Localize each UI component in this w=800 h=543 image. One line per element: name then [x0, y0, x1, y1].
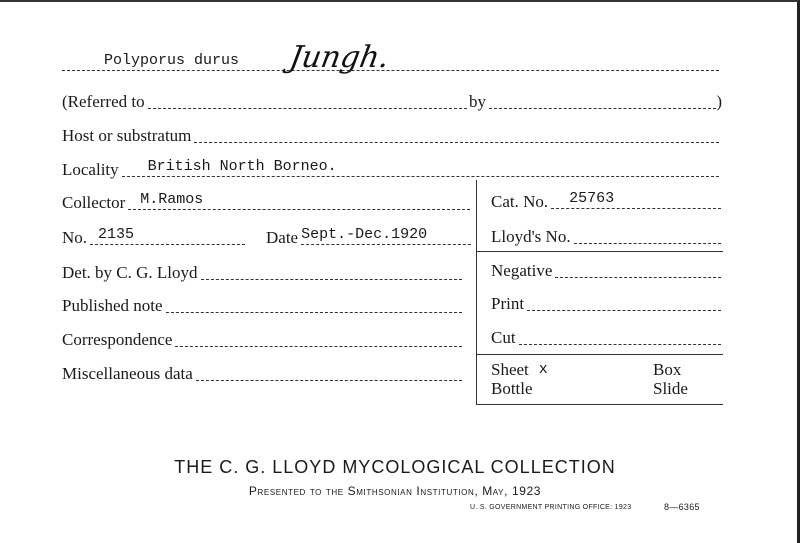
lloyds-no-line — [574, 229, 721, 244]
print-label: Print — [491, 294, 525, 313]
collector-label: Collector — [62, 193, 126, 212]
box-divider-1 — [477, 251, 723, 252]
by-label: by — [469, 92, 486, 111]
number-value: 2135 — [98, 226, 135, 243]
print-line — [527, 296, 721, 311]
correspondence-field — [62, 330, 462, 350]
locality-value: British North Borneo. — [147, 158, 337, 175]
correspondence-label: Correspondence — [62, 330, 173, 349]
referred-to-line — [148, 94, 467, 109]
locality-field — [62, 160, 719, 180]
sheet-label: Sheet x — [491, 360, 548, 379]
bottle-label: Bottle — [491, 379, 533, 398]
det-line — [201, 265, 462, 280]
host-line — [194, 128, 719, 143]
species-line — [62, 52, 719, 74]
presented-line: Presented to the Smithsonian Institution, May, 1923 — [248, 484, 542, 498]
number-line — [90, 226, 245, 245]
by-line — [489, 94, 716, 109]
print-field — [491, 294, 721, 314]
box-divider-2 — [477, 354, 723, 355]
misc-field — [62, 364, 462, 384]
referred-by-field — [467, 92, 722, 112]
det-field — [62, 263, 462, 283]
catalog-box — [476, 180, 723, 405]
cat-no-value: 25763 — [569, 190, 615, 207]
author-handwritten: Jungh. — [286, 40, 392, 75]
host-field — [62, 126, 719, 146]
collector-field — [62, 193, 470, 213]
misc-label: Miscellaneous data — [62, 364, 193, 383]
locality-label: Locality — [62, 160, 119, 179]
published-field — [62, 296, 462, 316]
sheet-mark: x — [538, 361, 548, 378]
cut-line — [519, 330, 721, 345]
det-label: Det. by C. G. Lloyd — [62, 263, 198, 282]
collector-value: M.Ramos — [140, 191, 204, 208]
referred-to-label: (Referred to — [62, 92, 145, 111]
form-code: 8—6365 — [664, 502, 700, 512]
misc-line — [196, 366, 462, 381]
number-label: No. — [62, 228, 88, 247]
cat-no-line — [551, 190, 721, 209]
date-field — [266, 228, 471, 248]
cut-field — [491, 328, 721, 348]
date-line — [301, 226, 471, 245]
cut-label: Cut — [491, 328, 516, 347]
published-label: Published note — [62, 296, 163, 315]
collection-title: THE C. G. LLOYD MYCOLOGICAL COLLECTION — [174, 457, 616, 477]
close-paren: ) — [716, 92, 722, 111]
slide-label: Slide — [653, 379, 688, 398]
referred-to-field — [62, 92, 467, 112]
negative-label: Negative — [491, 261, 553, 280]
negative-line — [555, 263, 721, 278]
negative-field — [491, 261, 721, 281]
cat-no-field — [491, 192, 721, 212]
locality-line — [122, 158, 719, 177]
species-name: Polyporus durus — [104, 52, 240, 69]
lloyds-no-label: Lloyd's No. — [491, 227, 571, 246]
host-label: Host or substratum — [62, 126, 192, 145]
number-field — [62, 228, 245, 248]
correspondence-line — [175, 332, 462, 347]
printing-office: U. S. GOVERNMENT PRINTING OFFICE: 1923 — [470, 504, 632, 511]
collector-line — [128, 191, 470, 210]
cat-no-label: Cat. No. — [491, 192, 549, 211]
lloyds-no-field — [491, 227, 721, 247]
date-value: Sept.-Dec.1920 — [301, 226, 428, 243]
published-line — [166, 298, 462, 313]
date-label: Date — [266, 228, 299, 247]
box-label: Box — [653, 360, 682, 379]
